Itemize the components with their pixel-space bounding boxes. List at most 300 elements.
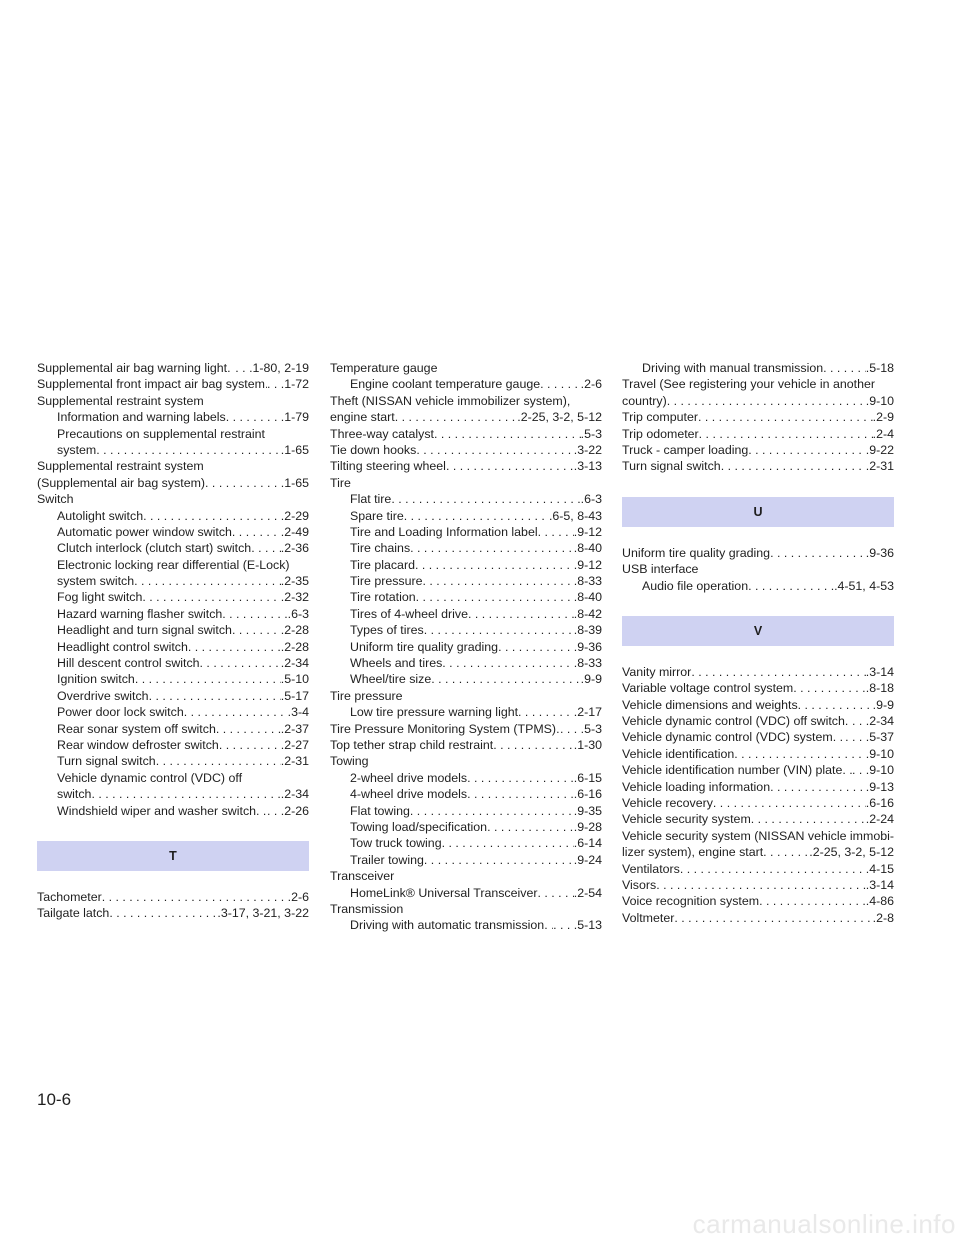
entry-page-ref: .9-10: [865, 746, 894, 761]
entry-text: Rear sonar system off switch: [57, 721, 216, 736]
dot-leader: [691, 664, 865, 680]
dot-leader: [770, 545, 866, 561]
entry-text: switch: [57, 787, 92, 802]
dot-leader: [135, 671, 281, 687]
entry-text: Headlight control switch: [57, 639, 188, 654]
entries-v: [622, 664, 894, 926]
entry-page-ref: .2-29: [280, 508, 309, 523]
index-entry: [622, 393, 894, 409]
index-entry: [622, 680, 894, 696]
index-entry: [622, 360, 894, 376]
entries-t-end: [622, 360, 894, 475]
entry-page-ref: . . . .5-3: [559, 721, 602, 736]
index-entry: [622, 861, 894, 877]
dot-leader: [518, 704, 574, 720]
dot-leader: [798, 697, 873, 713]
dot-leader: [487, 819, 574, 835]
entry-page-ref: .2-17: [573, 705, 602, 720]
dot-leader: [734, 746, 865, 762]
entry-text: Tire: [330, 475, 351, 490]
index-entry: [330, 655, 602, 671]
entry-page-ref: .2-35: [280, 574, 309, 589]
entry-page-ref: . . .2-26: [266, 803, 309, 818]
dot-leader: [698, 409, 873, 425]
index-entry: [622, 795, 894, 811]
entry-text: Hazard warning flasher switch: [57, 606, 223, 621]
index-entry: [330, 540, 602, 556]
entry-text: Power door lock switch: [57, 705, 184, 720]
entry-text: HomeLink® Universal Transceiver: [350, 885, 538, 900]
entry-text: Precautions on supplemental restraint: [57, 426, 266, 441]
dot-leader: [748, 442, 866, 458]
index-entry: [37, 786, 309, 802]
index-entry: [330, 606, 602, 622]
index-entry: [330, 573, 602, 589]
index-entry: [330, 360, 602, 376]
dot-leader: [184, 704, 288, 720]
index-entry: [622, 844, 894, 860]
dot-leader: [713, 795, 866, 811]
entry-page-ref: .2-49: [280, 524, 309, 539]
entry-text: Ventilators: [622, 861, 680, 876]
entry-page-ref: .2-6: [580, 377, 602, 392]
index-entry: [622, 545, 894, 561]
entry-text: Visors: [622, 877, 657, 892]
entry-page-ref: .2-28: [280, 639, 309, 654]
dot-leader: [226, 409, 281, 425]
entry-text: Vehicle loading information: [622, 779, 771, 794]
dot-leader: [415, 557, 574, 573]
index-entry: [330, 491, 602, 507]
entry-page-ref: .2-4: [872, 426, 894, 441]
entry-page-ref: .2-54: [573, 885, 602, 900]
entry-text: Flat tire: [350, 492, 392, 507]
entry-text: Wheel/tire size: [350, 672, 432, 687]
entry-text: Supplemental restraint system: [37, 393, 204, 408]
index-entry: [622, 409, 894, 425]
index-entry: [622, 779, 894, 795]
dot-leader: [759, 893, 866, 909]
dot-leader: [156, 753, 281, 769]
entry-text: Vehicle security system (NISSAN vehicle immobi-: [622, 828, 894, 843]
dot-leader: [109, 905, 217, 921]
entry-text: Vehicle dynamic control (VDC) off: [57, 770, 243, 785]
dot-leader: [251, 540, 281, 556]
dot-leader: [446, 458, 574, 474]
entry-page-ref: .5-17: [280, 688, 309, 703]
entry-text: Tire pressure: [330, 688, 403, 703]
dot-leader: [188, 639, 281, 655]
entry-text: Travel (See registering your vehicle in another: [622, 377, 875, 392]
dot-leader: [467, 786, 574, 802]
dot-leader: [442, 835, 574, 851]
index-entry: [622, 442, 894, 458]
entry-text: Uniform tire quality grading: [622, 545, 771, 560]
entry-text: Switch: [37, 492, 74, 507]
entry-page-ref: .9-9: [872, 697, 894, 712]
index-entry: [622, 458, 894, 474]
entry-page-ref: .2-34: [280, 787, 309, 802]
index-column-1: [37, 360, 309, 922]
entry-text: Rear window defroster switch: [57, 737, 219, 752]
index-entry: [622, 762, 894, 778]
index-entry: [37, 589, 309, 605]
entry-page-ref: .8-33: [573, 574, 602, 589]
index-entry: [330, 458, 602, 474]
index-entry: [330, 426, 602, 442]
entry-text: Autolight switch: [57, 508, 144, 523]
entry-text: Truck - camper loading: [622, 442, 749, 457]
entry-page-ref: .3-22: [573, 442, 602, 457]
entry-text: Theft (NISSAN vehicle immobilizer system),: [330, 393, 571, 408]
index-entry: [622, 664, 894, 680]
dot-leader: [498, 639, 574, 655]
page-number: 10-6: [37, 1090, 72, 1109]
entry-text: Tilting steering wheel: [330, 459, 446, 474]
index-entry: [330, 524, 602, 540]
entry-page-ref: .6-5, 8-43: [548, 508, 602, 523]
index-entry: [330, 835, 602, 851]
entry-page-ref: .8-33: [573, 656, 602, 671]
entry-text: Three-way catalyst: [330, 426, 434, 441]
entry-text: Top tether strap child restraint: [330, 737, 494, 752]
entry-page-ref: .6-16: [573, 787, 602, 802]
entry-text: Tires of 4-wheel drive: [350, 606, 468, 621]
dot-leader: [823, 360, 866, 376]
entry-page-ref: .2-31: [280, 754, 309, 769]
entry-text: Information and warning labels: [57, 410, 226, 425]
index-entry: [330, 393, 602, 409]
entry-text: Headlight and turn signal switch: [57, 623, 232, 638]
entry-text: Tire placard: [350, 557, 415, 572]
entry-text: Spare tire: [350, 508, 404, 523]
entry-page-ref: .4-15: [865, 861, 894, 876]
entry-text: Vehicle security system: [622, 812, 751, 827]
dot-leader: [493, 737, 574, 753]
index-entry: [37, 376, 309, 392]
dot-leader: [143, 508, 281, 524]
section-header-t: T: [37, 841, 309, 871]
entry-page-ref: .2-37: [280, 721, 309, 736]
index-entry: [330, 803, 602, 819]
dot-leader: [537, 885, 573, 901]
index-entry: [330, 475, 602, 491]
index-entry: [330, 409, 602, 425]
entry-text: country): [622, 393, 667, 408]
entry-page-ref: .4-51, 4-53: [834, 578, 894, 593]
dot-leader: [404, 508, 549, 524]
entry-text: Low tire pressure warning light: [350, 705, 519, 720]
index-entry: [37, 475, 309, 491]
index-entry: [37, 557, 309, 573]
entry-page-ref: .1-65: [280, 475, 309, 490]
index-entry: [37, 540, 309, 556]
entry-page-ref: .6-3: [287, 606, 309, 621]
section-header-u: U: [622, 497, 894, 527]
entry-text: Towing load/specification: [350, 819, 488, 834]
dot-leader: [222, 606, 287, 622]
entry-page-ref: .9-24: [573, 852, 602, 867]
dot-leader: [134, 573, 281, 589]
dot-leader: [770, 779, 866, 795]
entry-page-ref: . . .9-10: [851, 763, 894, 778]
dot-leader: [751, 811, 866, 827]
entry-page-ref: .2-36: [280, 541, 309, 556]
index-entry: [330, 753, 602, 769]
dot-leader: [431, 671, 580, 687]
entry-page-ref: .2-25, 3-2, 5-12: [809, 845, 894, 860]
dot-leader: [763, 844, 809, 860]
index-entry: [37, 889, 309, 905]
entry-page-ref: .4-86: [865, 894, 894, 909]
entry-page-ref: .2-27: [280, 737, 309, 752]
entry-page-ref: .9-9: [580, 672, 602, 687]
entry-page-ref: .3-13: [573, 459, 602, 474]
entry-text: Engine coolant temperature gauge: [350, 377, 541, 392]
index-entry: [37, 688, 309, 704]
entry-page-ref: .5-10: [280, 672, 309, 687]
entry-text: Vehicle dimensions and weights: [622, 697, 798, 712]
entry-text: Tire chains: [350, 541, 411, 556]
entry-text: Vanity mirror: [622, 664, 692, 679]
index-entry: [330, 589, 602, 605]
entry-page-ref: .2-32: [280, 590, 309, 605]
entry-text: Flat towing: [350, 803, 410, 818]
entry-page-ref: .9-36: [865, 545, 894, 560]
entry-page-ref: . . . .5-37: [845, 730, 894, 745]
index-entry: [37, 704, 309, 720]
entry-page-ref: .9-12: [573, 557, 602, 572]
index-entry: [622, 910, 894, 926]
dot-leader: [96, 442, 281, 458]
entry-page-ref: .2-8: [872, 910, 894, 925]
entry-text: engine start: [330, 410, 395, 425]
entry-page-ref: .1-65: [280, 442, 309, 457]
index-entry: [622, 426, 894, 442]
index-column-2: [330, 360, 602, 934]
index-entry: [37, 905, 309, 921]
entry-page-ref: .8-39: [573, 623, 602, 638]
entry-text: Types of tires: [350, 623, 424, 638]
index-entry: [37, 721, 309, 737]
index-entry: [330, 442, 602, 458]
index-entry: [330, 786, 602, 802]
index-entry: [330, 770, 602, 786]
dot-leader: [142, 589, 280, 605]
index-entry: [37, 671, 309, 687]
index-entry: [37, 606, 309, 622]
index-entry: [622, 697, 894, 713]
index-entry: [330, 721, 602, 737]
entry-page-ref: .9-12: [573, 524, 602, 539]
index-entry: [37, 639, 309, 655]
entry-text: Transmission: [330, 901, 404, 916]
index-entry: [622, 561, 894, 577]
entry-text: Driving with automatic transmission: [350, 918, 545, 933]
index-entry: [330, 557, 602, 573]
entry-text: Tire pressure: [350, 574, 423, 589]
entry-text: Supplemental air bag warning light: [37, 361, 228, 375]
entry-page-ref: .9-10: [865, 393, 894, 408]
entry-page-ref: .2-31: [865, 459, 894, 474]
entry-text: Temperature gauge: [330, 361, 438, 375]
dot-leader: [424, 622, 574, 638]
entry-text: Overdrive switch: [57, 688, 149, 703]
dot-leader: [656, 877, 866, 893]
entry-text: Vehicle dynamic control (VDC) off switch: [622, 714, 845, 729]
dot-leader: [395, 409, 518, 425]
index-entry: [330, 737, 602, 753]
index-entry: [37, 409, 309, 425]
index-entry: [37, 622, 309, 638]
entry-page-ref: .5-18: [865, 361, 894, 375]
dot-leader: [540, 376, 581, 392]
dot-leader: [680, 861, 866, 877]
index-entry: [330, 868, 602, 884]
entry-text: Wheels and tires: [350, 656, 443, 671]
index-column-3: [622, 360, 894, 926]
entry-text: lizer system), engine start: [622, 845, 764, 860]
index-entry: [622, 828, 894, 844]
entry-text: Turn signal switch: [622, 459, 721, 474]
dot-leader: [845, 713, 852, 729]
entry-text: Tow truck towing: [350, 836, 442, 851]
index-entry: [37, 458, 309, 474]
dot-leader: [256, 803, 267, 819]
dot-leader: [410, 803, 574, 819]
dot-leader: [674, 910, 872, 926]
index-entry: [330, 885, 602, 901]
dot-leader: [434, 426, 581, 442]
dot-leader: [91, 786, 280, 802]
entry-text: Trip odometer: [622, 426, 699, 441]
entry-page-ref: .9-36: [573, 639, 602, 654]
index-entry: [330, 704, 602, 720]
index-entry: [622, 729, 894, 745]
index-entry: [37, 524, 309, 540]
entry-text: Tie down hooks: [330, 442, 417, 457]
entry-page-ref: . . .1-80, 2-19: [235, 361, 309, 375]
dot-leader: [467, 770, 574, 786]
entry-page-ref: .3-14: [865, 664, 894, 679]
index-entry: [330, 508, 602, 524]
dot-leader: [833, 729, 845, 745]
entry-text: Clutch interlock (clutch start) switch: [57, 541, 252, 556]
index-entry: [330, 671, 602, 687]
entry-text: 2-wheel drive models: [350, 770, 468, 785]
dot-leader: [232, 622, 281, 638]
index-entry: [37, 753, 309, 769]
index-entry: [37, 508, 309, 524]
entry-text: Fog light switch: [57, 590, 143, 605]
entry-page-ref: .1-30: [573, 737, 602, 752]
entries-u: [622, 545, 894, 594]
dot-leader: [468, 606, 574, 622]
dot-leader: [416, 589, 574, 605]
entry-text: (Supplemental air bag system): [37, 475, 206, 490]
dot-leader: [842, 762, 852, 778]
entry-page-ref: .9-28: [573, 819, 602, 834]
index-entry: [330, 819, 602, 835]
index-entry: [330, 376, 602, 392]
entry-text: Voltmeter: [622, 910, 675, 925]
index-entry: [37, 803, 309, 819]
entry-page-ref: .9-22: [865, 442, 894, 457]
entry-page-ref: .3-14: [865, 877, 894, 892]
entry-text: USB interface: [622, 562, 699, 577]
dot-leader: [149, 688, 281, 704]
dot-leader: [200, 655, 281, 671]
entry-text: Electronic locking rear differential (E-Lock): [57, 557, 290, 572]
index-entry: [622, 376, 894, 392]
watermark: carmanualsonline.info: [692, 1209, 956, 1239]
entry-page-ref: . . .2-34: [851, 714, 894, 729]
dot-leader: [793, 680, 865, 696]
entry-text: system: [57, 442, 97, 457]
dot-leader: [442, 655, 573, 671]
entry-text: Vehicle recovery: [622, 796, 713, 811]
index-entry: [622, 578, 894, 594]
entry-text: Uniform tire quality grading: [350, 639, 499, 654]
entry-page-ref: .6-3: [580, 492, 602, 507]
index-entry: [37, 655, 309, 671]
entry-text: Automatic power window switch: [57, 524, 232, 539]
entry-text: Vehicle dynamic control (VDC) system: [622, 730, 833, 745]
section-header-v: V: [622, 616, 894, 646]
entry-text: Vehicle identification: [622, 746, 735, 761]
index-entry: [622, 811, 894, 827]
dot-leader: [667, 393, 866, 409]
entry-text: 4-wheel drive models: [350, 787, 468, 802]
index-entry: [37, 442, 309, 458]
entry-page-ref: .3-4: [287, 705, 309, 720]
dot-leader: [538, 524, 574, 540]
dot-leader: [544, 917, 553, 933]
entry-page-ref: .8-40: [573, 590, 602, 605]
entry-text: Hill descent control switch: [57, 656, 200, 671]
index-entry: [37, 426, 309, 442]
index-entry: [37, 573, 309, 589]
dot-leader: [102, 889, 288, 905]
entry-text: Supplemental restraint system: [37, 459, 204, 474]
entry-text: Variable voltage control system: [622, 681, 794, 696]
entry-page-ref: .6-15: [573, 770, 602, 785]
entry-text: Transceiver: [330, 869, 395, 884]
index-entry: [330, 639, 602, 655]
dot-leader: [232, 524, 281, 540]
dot-leader: [423, 573, 574, 589]
entry-page-ref: .8-42: [573, 606, 602, 621]
index-entry: [37, 770, 309, 786]
entry-page-ref: .2-25, 3-2, 5-12: [517, 410, 602, 425]
entry-text: Towing: [330, 754, 369, 769]
entry-page-ref: .2-6: [287, 889, 309, 904]
dot-leader: [205, 475, 281, 491]
entry-text: Audio file operation: [642, 578, 749, 593]
dot-leader: [410, 540, 574, 556]
entry-text: Tire and Loading Information label: [350, 524, 538, 539]
entry-text: Turn signal switch: [57, 754, 156, 769]
entry-page-ref: .9-13: [865, 779, 894, 794]
entries-t: [37, 889, 309, 922]
entry-text: Tachometer: [37, 889, 102, 904]
index-entry: [622, 877, 894, 893]
index-entry: [330, 901, 602, 917]
entry-text: Tire Pressure Monitoring System (TPMS): [330, 721, 557, 736]
index-entry: [622, 893, 894, 909]
entry-text: Tire rotation: [350, 590, 416, 605]
index-entry: [622, 746, 894, 762]
